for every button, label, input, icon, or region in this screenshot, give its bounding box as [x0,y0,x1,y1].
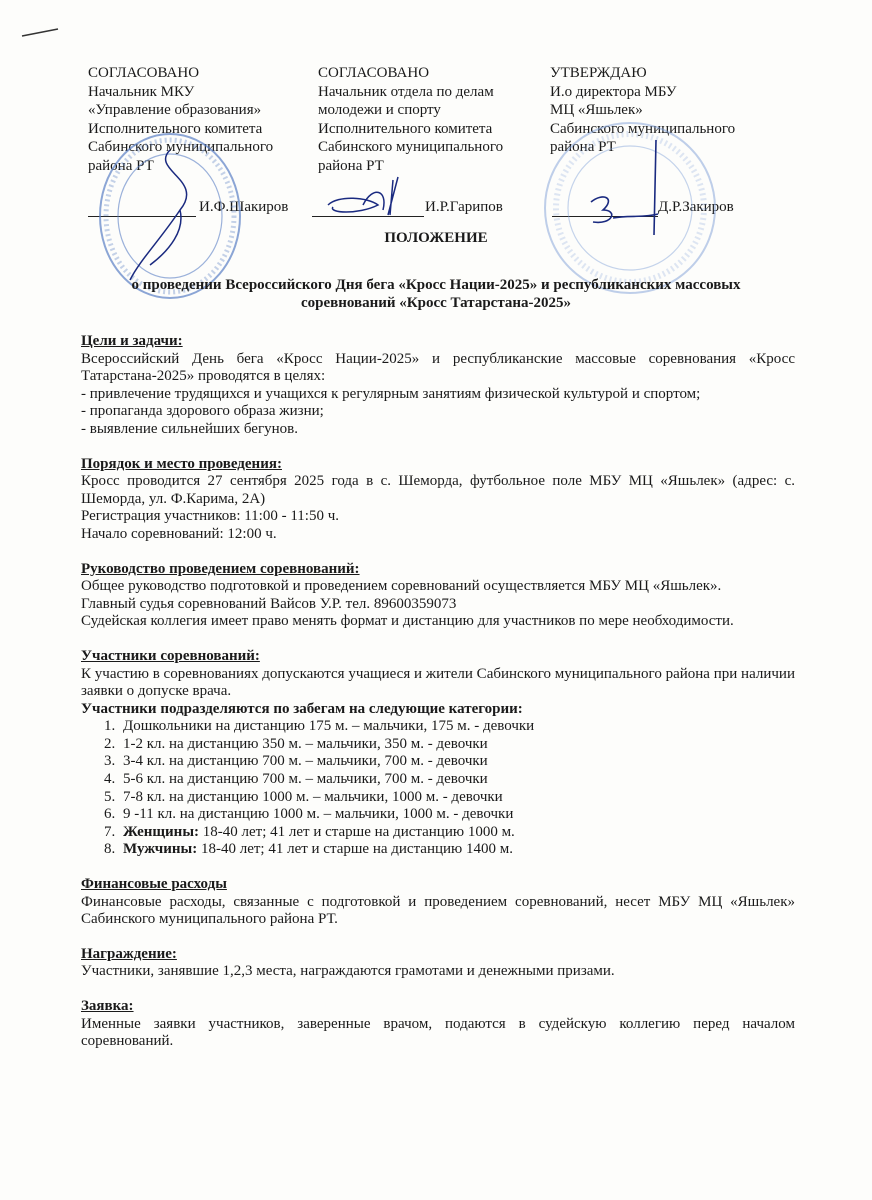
list-item: 5. 7-8 кл. на дистанцию 1000 м. – мальчики, 1000 м. - девочки [119,789,795,807]
section-management [81,561,795,631]
approval-line: Начальник отдела по делам [318,83,494,100]
section-awards [81,946,795,981]
approval-block-3 [550,64,735,157]
list-item: 1. Дошкольники на дистанцию 175 м. – мальчики, 175 м. - девочки [119,718,795,736]
list-item: - пропаганда здорового образа жизни; [81,403,324,420]
approval-line: молодежи и спорту [318,102,441,118]
approval-heading: УТВЕРЖДАЮ [550,65,647,81]
approval-block-1 [88,64,273,175]
signature-line [552,216,658,217]
signer-name: И.Ф.Шакиров [199,199,289,215]
approval-line: МЦ «Яшьлек» [550,102,643,118]
list-item: 8. Мужчины: 18-40 лет; 41 лет и старше на дистанцию 1400 м. [119,841,795,859]
paragraph: К участию в соревнованиях допускаются учащиеся и жители Сабинского муниципального района при наличии заявки о допуске врача. [81,665,795,700]
section-finance [81,876,795,929]
paragraph: Финансовые расходы, связанные с подготовкой и проведением соревнований, несет МБУ МЦ «Яшьлек» Сабинского муниципального района РТ. [81,893,795,928]
list-item: 6. 9 -11 кл. на дистанцию 1000 м. – мальчики, 1000 м. - девочки [119,806,795,824]
list-item: 2. 1-2 кл. на дистанцию 350 м. – мальчики, 350 м. - девочки [119,736,795,754]
section-heading: Порядок и место проведения: [81,455,282,472]
list-item: 7. Женщины: 18-40 лет; 41 лет и старше на дистанцию 1000 м. [119,824,795,842]
list-item: 3. 3-4 кл. на дистанцию 700 м. – мальчики, 700 м. - девочки [119,753,795,771]
signer-name: Д.Р.Закиров [658,199,734,215]
signature-line [312,216,424,217]
list-item: 4. 5-6 кл. на дистанцию 700 м. – мальчики, 700 м. - девочки [119,771,795,789]
approval-line: района РТ [318,157,384,174]
scan-mark [20,26,60,40]
paragraph: Участники, занявшие 1,2,3 места, награждаются грамотами и денежными призами. [81,963,615,980]
section-place [81,456,795,544]
approval-line: Исполнительного комитета [318,120,493,137]
signature-line [88,216,196,217]
section-goals [81,333,795,439]
document-subtitle: о проведении Всероссийского Дня бега «Кросс Нации-2025» и республиканских массовых [131,277,741,293]
paragraph: Главный судья соревнований Вайсов У.Р. тел. 89600359073 [81,595,457,612]
document-body [81,333,795,1068]
document-title: ПОЛОЖЕНИЕ [384,230,488,246]
signer-name: И.Р.Гарипов [425,199,503,215]
section-application [81,998,795,1051]
approval-line: Сабинского муниципального [318,139,504,155]
section-heading: Заявка: [81,998,134,1014]
approval-line: района РТ [88,157,154,174]
paragraph: Именные заявки участников, заверенные врачом, подаются в судейскую коллегию перед началом соревнований. [81,1015,795,1050]
signature-2 [318,175,428,220]
subheading: Участники подразделяются по забегам на следующие категории: [81,700,523,717]
paragraph: Всероссийский День бега «Кросс Нации-2025» и республиканские массовые соревнования «Кросс Татарстана-2025» проводятся в целях: [81,350,795,385]
section-heading: Награждение: [81,945,177,962]
section-heading: Финансовые расходы [81,876,227,893]
approval-heading: СОГЛАСОВАНО [88,65,200,81]
section-heading: Руководство проведением соревнований: [81,560,360,577]
approval-line: района РТ [550,139,616,155]
paragraph: Общее руководство подготовкой и проведением соревнований осуществляется МБУ МЦ «Яшьлек». [81,578,722,595]
section-participants [81,648,795,859]
list-item: - выявление сильнейших бегунов. [81,420,298,437]
registration-time: Регистрация участников: 11:00 - 11:50 ч. [81,508,339,525]
paragraph: Кросс проводится 27 сентября 2025 года в с. Шеморда, футбольное поле МБУ МЦ «Яшьлек» (адрес: с. Шеморда, ул. Ф.Карима, 2А) [81,473,795,507]
section-heading: Участники соревнований: [81,647,260,664]
approval-line: Сабинского муниципального [550,120,736,137]
approval-block-2 [318,64,503,175]
start-time: Начало соревнований: 12:00 ч. [81,525,277,542]
approval-line: И.о директора МБУ [550,83,677,100]
category-list [81,718,795,859]
approval-heading: СОГЛАСОВАНО [318,65,430,81]
section-heading: Цели и задачи: [81,333,183,349]
approval-line: Исполнительного комитета [88,120,263,137]
approval-line: «Управление образования» [88,102,262,118]
list-item: - привлечение трудящихся и учащихся к регулярным занятиям физической культурой и спортом; [81,385,701,402]
document-subtitle: соревнований «Кросс Татарстана-2025» [300,295,572,311]
approval-line: Начальник МКУ [88,83,195,100]
approval-line: Сабинского муниципального [88,139,274,155]
paragraph: Судейская коллегия имеет право менять формат и дистанцию для участников по мере необходимости. [81,613,734,630]
